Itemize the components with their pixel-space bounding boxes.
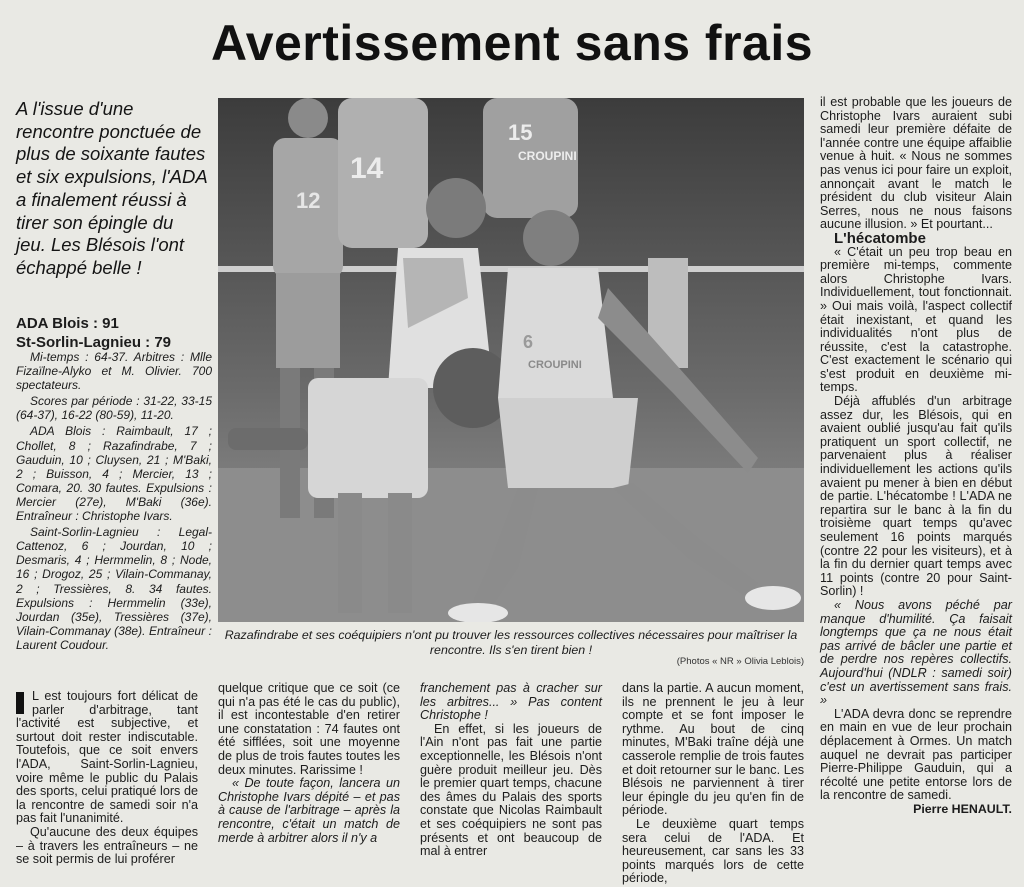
paragraph: Qu'aucune des deux équipes – à travers les entraîneurs – ne se soit permis de lui proférer [16, 824, 198, 867]
dropcap [16, 692, 24, 714]
match-photo [218, 98, 804, 622]
paragraph: « De toute façon, lancera un Christophe Ivars dépité – et pas à cause de l'arbitrage – après la rencontre, c'était un match de merde à arbitrer alors il n'y a [218, 776, 400, 845]
photo-caption: Razafindrabe et ses coéquipiers n'ont pu trouver les ressources collectives nécessaires pour maîtriser la rencontre. Ils s'en tirent bien ! [224, 628, 798, 657]
player-background-center [338, 98, 428, 248]
paragraph: L est toujours fort délicat de parler d'arbitrage, tant l'activité est subjective, et surtout doit rester indiscutable. Toutefois, que ce soit envers l'ADA, Saint-Sorlin-Lagnieu, voire même le public du Palais des sports, celui pratiqué lors de la rencontre de samedi soir n'a pas fait l'unanimité. [16, 689, 198, 826]
away-score: St-Sorlin-Lagnieu : 79 [16, 334, 172, 351]
byline: Pierre HENAULT. [913, 801, 1012, 816]
basketball-photo-illustration [218, 98, 804, 622]
jersey-number-right: 15 [508, 120, 533, 145]
sponsor-text-right: CROUPINI [518, 149, 577, 163]
lead-paragraph [16, 98, 208, 280]
paragraph: Déjà affublés d'un arbitrage assez dur, les Blésois, qui en avaient oublié jusqu'au fait qu'ils pratiquent un sport collectif, ne parvenaient plus à réaliser individuellement les actions qu'ils avaient pu mener à bien en début de partie. L'hécatombe ! L'ADA ne repartira sur le banc à la fin du troisième quart temps qu'avec seulement 16 points marqués (contre 22 pour les visiteurs), et à la fin du dernier quart temps avec 11 points (contre 20 pour Saint-Sorlin) ! [820, 394, 1012, 599]
home-score: ADA Blois : 91 [16, 315, 119, 332]
score-block [16, 314, 212, 352]
subheading: L'hécatombe [834, 229, 926, 247]
details-periods: Scores par période : 31-22, 33-15 (64-37), 16-22 (80-59), 11-20. [16, 394, 212, 423]
photo-credit: (Photos « NR » Olivia Leblois) [676, 656, 804, 667]
jersey-number-center: 14 [350, 152, 384, 185]
headline: Avertissement sans frais [210, 15, 814, 71]
player-background-right [483, 98, 578, 218]
article-column-1 [16, 690, 198, 867]
details-halftime: Mi-temps : 64-37. Arbitres : Mlle Fizaïlne-Alyko et M. Olivier. 700 spectateurs. [16, 350, 212, 393]
article-right-column [820, 96, 1012, 816]
sponsor-text-defender: CROUPINI [528, 359, 582, 371]
paragraph: « C'était un peu trop beau en première mi-temps, commente alors Christophe Ivars. Individuellement, tout fonctionnait. » Oui mais voilà, l'aspect collectif était inexistant, et quand les individualités n'ont plus de réussite, c'est la catastrophe. C'est exactement le scénario qui s'est produit en deuxième mi-temps. [820, 244, 1012, 395]
paragraph: quelque critique que ce soit (ce qui n'a pas été le cas du public), il est incontestable d'en retirer une constatation : 74 fautes ont été sifflées, soit une moyenne de plus de trois fautes toutes les deux minutes. Rarissime ! [218, 681, 400, 777]
paragraph: L'ADA devra donc se reprendre en main en vue de leur prochain déplacement à Ormes. Un match auquel ne devrait pas participer Pierre-Philippe Gauduin, qui a récolté une petite entorse lors de la rencontre de samedi. [820, 706, 1012, 803]
paragraph: Le deuxième quart temps sera celui de l'ADA. Et heureusement, car sans les 33 points marqués lors de cette période, [622, 816, 804, 886]
jersey-number-defender: 6 [523, 332, 534, 352]
details-away-team: Saint-Sorlin-Lagnieu : Legal-Cattenoz, 6 ; Jourdan, 10 ; Desmaris, 4 ; Hermmelin, 8 ; Node, 16 ; Drogoz, 25 ; Vilain-Commanay, 2 ; Tressières, 8. 34 fautes. Expulsions : Hermmelin (33e), Jourdan (35e), Tressières (37e), Vilain-Commanay (38e). Entraîneur : Laurent Coudour. [16, 525, 212, 652]
jersey-number-left: 12 [296, 188, 321, 213]
details-home-team: ADA Blois : Raimbault, 17 ; Chollet, 8 ; Razafindrabe, 7 ; Gauduin, 10 ; Cluysen, 21 ; M'Baki, 2 ; Buisson, 4 ; Mercier, 13 ; Comara, 20. 30 fautes. Expulsions : Mercier (27e), M'Baki (36e). Entraîneur : Christophe Ivars. [16, 424, 212, 524]
article-column-4 [622, 682, 804, 886]
paragraph: En effet, si les joueurs de l'Ain n'ont pas fait une partie exceptionnelle, les Blésois n'ont guère produit meilleur jeu. Dès le premier quart temps, chacune des âmes du Palais des sports constate que Nicolas Raimbault et ses coéquipiers ne sont pas présents et ont beaucoup de mal à entrer [420, 721, 602, 859]
match-details [16, 350, 212, 654]
paragraph: franchement pas à cracher sur les arbitres... » Pas content Christophe ! [420, 681, 602, 723]
paragraph: « Nous avons péché par manque d'humilité. Ça faisait longtemps que ça ne nous était pas arrivé de bâcler une partie et de perdre nos repères collectifs. Aujourd'hui (NDLR : samedi soir) c'est un avertissement sans frais. » [820, 597, 1012, 708]
lead-text: A l'issue d'une rencontre ponctuée de plus de soixante fautes et six expulsions, l'ADA a finalement réussi à tirer son épingle du jeu. Les Blésois l'ont échappé belle ! [16, 98, 208, 278]
article-column-2 [218, 682, 400, 845]
paragraph: il est probable que les joueurs de Christophe Ivars auraient subi samedi leur première défaite de l'année contre une équipe affaiblie venue à huit. « Nous ne sommes pas venus ici pour faire un exploit, annonçait avant le match le président du club visiteur Alain Serres, nous ne nous faisons aucune illusion. » Et pourtant... [820, 95, 1012, 232]
article-column-3 [420, 682, 602, 859]
paragraph: dans la partie. A aucun moment, ils ne prennent le jeu à leur compte et se font imposer le rythme. Au bout de cinq minutes, M'Baki traîne déjà une casserole remplie de trois fautes et doit retourner sur le banc. Les Blésois ne parviennent à tirer leur épingle du jeu qu'en fin de période. [622, 681, 804, 818]
